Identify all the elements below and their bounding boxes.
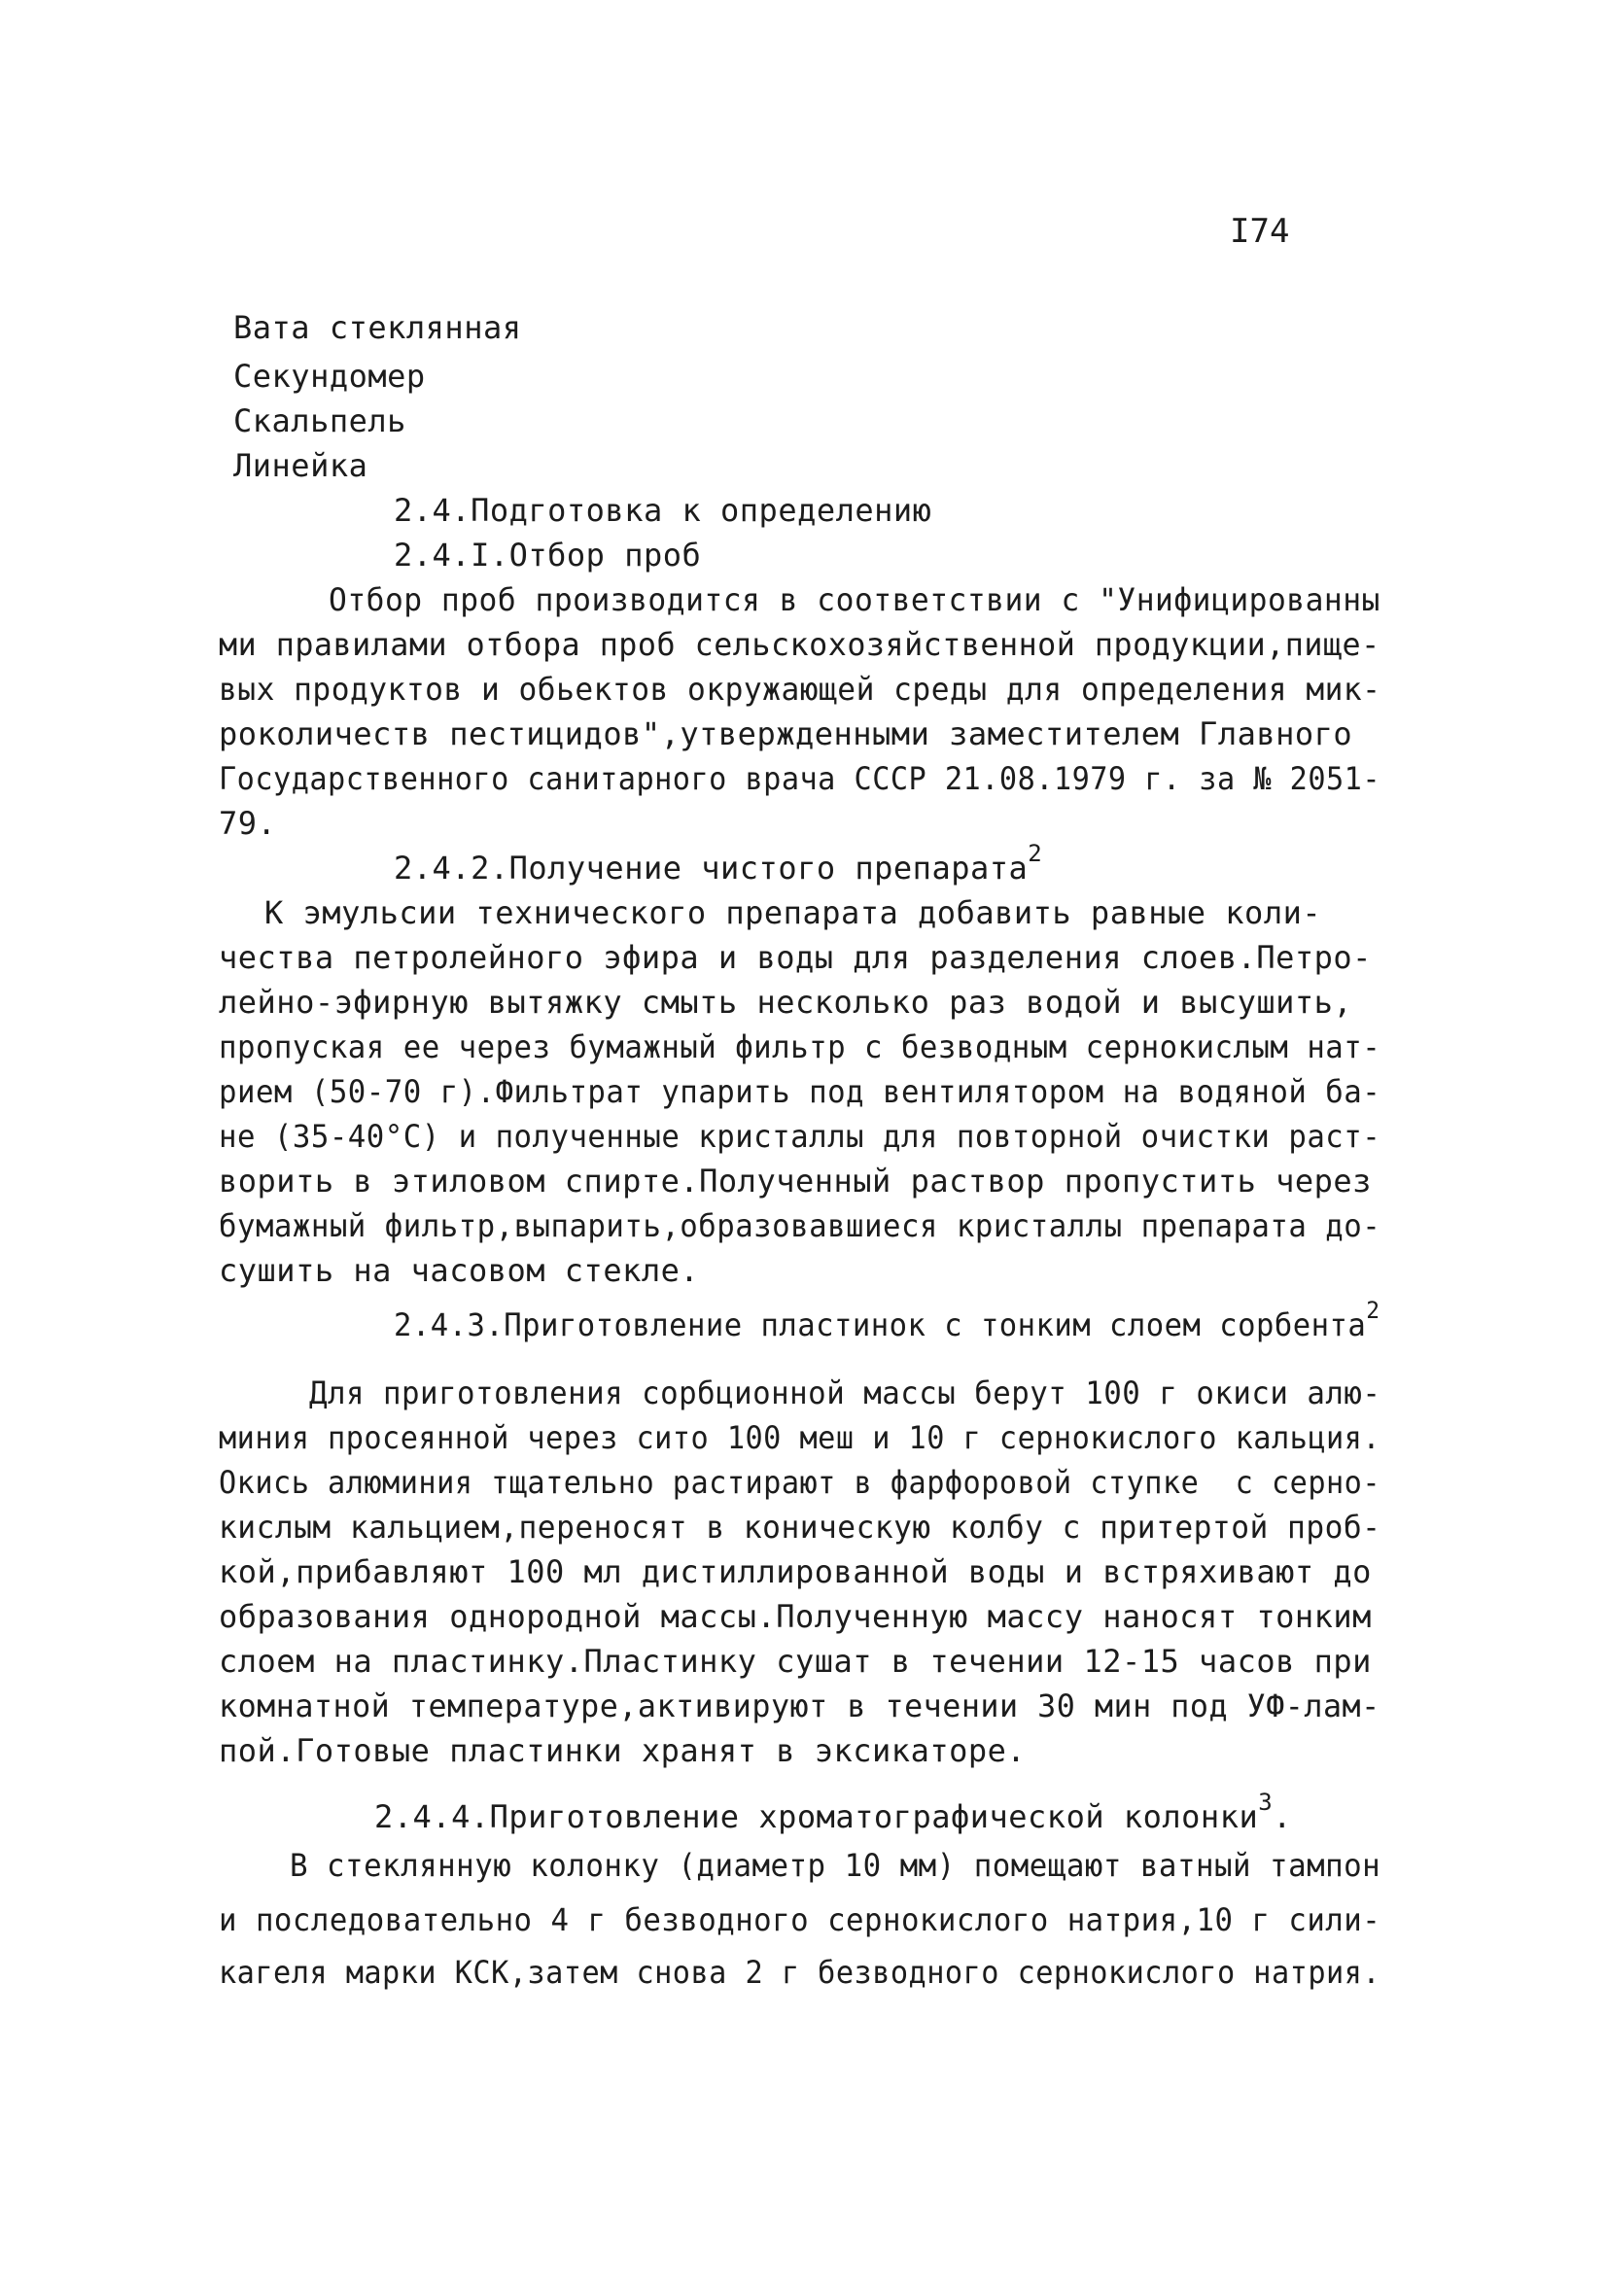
paragraph-line: рием (50-70 г).Фильтрат упарить под вентилятором на водяной ба- <box>219 1073 1381 1110</box>
section-heading: 2.4.Подготовка к определению <box>394 492 932 529</box>
paragraph-line: Государственного санитарного врача СССР 21.08.1979 г. за № 2051- <box>219 760 1380 797</box>
paragraph-line: вых продуктов и обьектов окружающей среды для определения мик- <box>219 671 1381 708</box>
paragraph-line: Окись алюминия тщательно растирают в фарфоровой ступке с серно- <box>219 1464 1380 1501</box>
subsection-heading <box>374 1789 1292 1835</box>
paragraph-line: пой.Готовые пластинки хранят в эксикаторе. <box>219 1732 1027 1769</box>
paragraph-line: миния просеянной через сито 100 меш и 10 г сернокислого кальция. <box>219 1419 1380 1456</box>
footnote-ref: 2 <box>1366 1297 1380 1325</box>
paragraph-line: комнатной температуре,активируют в течении 30 мин под УФ-лам- <box>219 1687 1380 1724</box>
paragraph-line: Отбор проб производится в соответствии с "Унифицированны <box>329 581 1380 618</box>
paragraph-line: 79. <box>219 805 277 842</box>
subsection-title: 2.4.3.Приготовление пластинок с тонким слоем сорбента <box>394 1306 1367 1343</box>
paragraph-line: В стеклянную колонку (диаметр 10 мм) помещают ватный тампон <box>290 1847 1381 1884</box>
title-suffix: . <box>1273 1798 1292 1835</box>
footnote-ref: 3 <box>1258 1789 1274 1817</box>
equipment-item: Вата стеклянная <box>233 309 522 346</box>
subsection-heading <box>394 1297 1380 1343</box>
paragraph-line: ворить в этиловом спирте.Полученный раствор пропустить через <box>219 1163 1372 1200</box>
paragraph-line: кагеля марки КСК,затем снова 2 г безводного сернокислого натрия. <box>219 1954 1380 1991</box>
paragraph-line: Для приготовления сорбционной массы берут 100 г окиси алю- <box>309 1374 1381 1411</box>
equipment-item: Скальпель <box>233 402 406 439</box>
paragraph-line: К эмульсии технического препарата добавить равные коли- <box>264 894 1322 931</box>
paragraph-line: пропуская ее через бумажный фильтр с безводным сернокислым нат- <box>219 1028 1381 1065</box>
paragraph-line: кой,прибавляют 100 мл дистиллированной воды и встряхивают до <box>219 1553 1372 1590</box>
subsection-title: 2.4.2.Получение чистого препарата <box>394 850 1029 887</box>
paragraph-line: лейно-эфирную вытяжку смыть несколько раз водой и высушить, <box>219 984 1353 1021</box>
page-number: I74 <box>1230 212 1290 251</box>
equipment-item: Секундомер <box>233 358 426 395</box>
subsection-heading: 2.4.I.Отбор проб <box>394 537 702 574</box>
subsection-heading <box>394 840 1043 887</box>
paragraph-line: роколичеств пестицидов",утвержденными заместителем Главного <box>219 715 1353 752</box>
subsection-title: 2.4.4.Приготовление хроматографической колонки <box>374 1798 1259 1835</box>
paragraph-line: сушить на часовом стекле. <box>219 1252 700 1289</box>
paragraph-line: не (35-40°С) и полученные кристаллы для повторной очистки раст- <box>219 1118 1381 1155</box>
paragraph-line: бумажный фильтр,выпарить,образовавшиеся кристаллы препарата до- <box>219 1207 1381 1244</box>
paragraph-line: и последовательно 4 г безводного сернокислого натрия,10 г сили- <box>219 1901 1381 1938</box>
paragraph-line: слоем на пластинку.Пластинку сушат в течении 12-15 часов при <box>219 1643 1372 1680</box>
equipment-item: Линейка <box>233 447 368 484</box>
paragraph-line: чества петролейного эфира и воды для разделения слоев.Петро- <box>219 939 1372 976</box>
paragraph-line: кислым кальцием,переносят в коническую колбу с притертой проб- <box>219 1509 1381 1546</box>
footnote-ref: 2 <box>1028 840 1043 868</box>
paragraph-line: образования однородной массы.Полученную массу наносят тонким <box>219 1598 1372 1635</box>
paragraph-line: ми правилами отбора проб сельскохозяйственной продукции,пище- <box>219 626 1380 663</box>
